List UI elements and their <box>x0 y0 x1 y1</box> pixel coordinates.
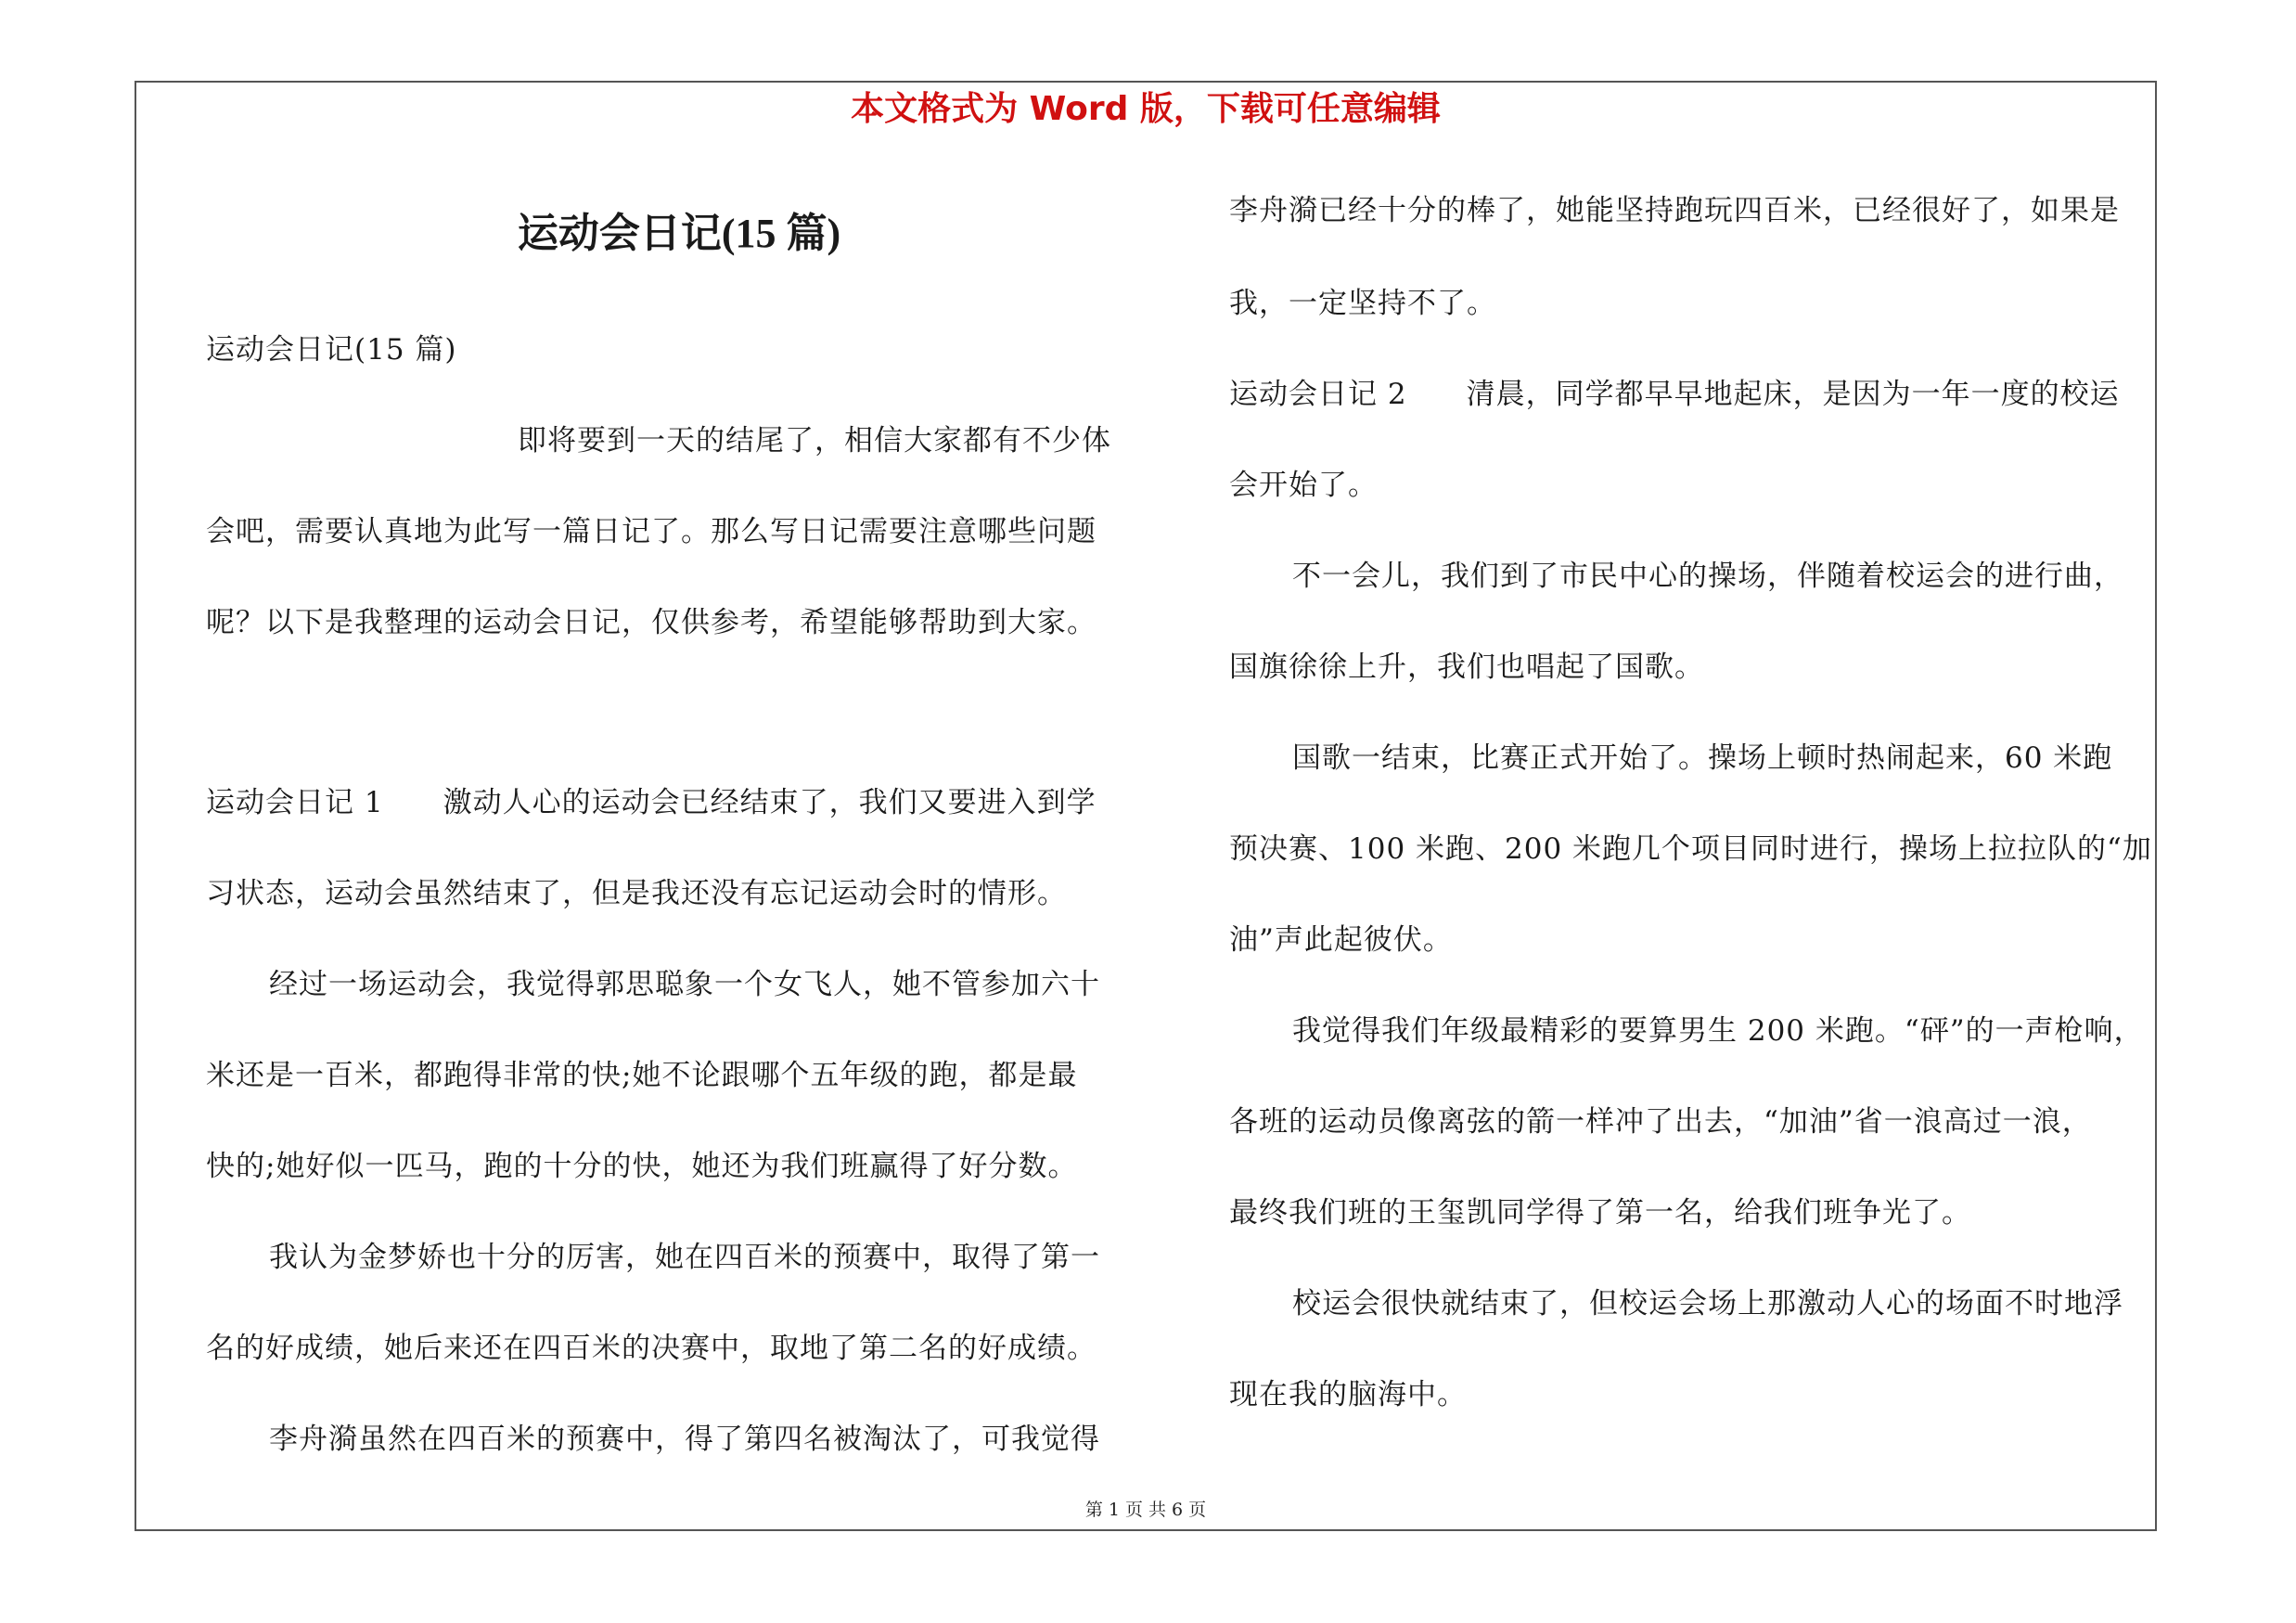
left-line-6: 经过一场运动会，我觉得郭思聪象一个女飞人，她不管参加六十 <box>269 968 1100 1001</box>
right-line-3: 会开始了。 <box>1229 469 1378 502</box>
left-line-9: 我认为金梦娇也十分的厉害，她在四百米的预赛中，取得了第一 <box>269 1241 1100 1274</box>
left-line-1: 即将要到一天的结尾了，相信大家都有不少体 <box>518 424 1111 457</box>
document-title: 运动会日记(15 篇) <box>517 211 841 256</box>
left-line-10: 名的好成绩，她后来还在四百米的决赛中，取地了第二名的好成绩。 <box>206 1332 1097 1365</box>
format-banner: 本文格式为 Word 版，下载可任意编辑 <box>851 90 1441 128</box>
page-number: 第 1 页 共 6 页 <box>1084 1500 1207 1520</box>
right-line-0: 李舟漪已经十分的棒了，她能坚持跑玩四百米，已经很好了，如果是 <box>1229 194 2120 227</box>
right-line-7: 预决赛、100 米跑、200 米跑几个项目同时进行，操场上拉拉队的“加 <box>1229 832 2152 866</box>
right-line-1: 我，一定坚持不了。 <box>1229 287 1496 320</box>
right-line-9: 我觉得我们年级最精彩的要算男生 200 米跑。“砰”的一声枪响， <box>1292 1014 2144 1048</box>
right-line-5: 国旗徐徐上升，我们也唱起了国歌。 <box>1229 650 1704 684</box>
right-line-13: 现在我的脑海中。 <box>1229 1378 1467 1411</box>
left-line-7: 米还是一百米，都跑得非常的快;她不论跟哪个五年级的跑，都是最 <box>206 1059 1078 1092</box>
left-line-4: 运动会日记 1 激动人心的运动会已经结束了，我们又要进入到学 <box>206 786 1097 819</box>
right-line-2: 运动会日记 2 清晨，同学都早早地起床，是因为一年一度的校运 <box>1229 378 2120 411</box>
right-line-11: 最终我们班的王玺凯同学得了第一名，给我们班争光了。 <box>1229 1196 1971 1230</box>
left-line-3: 呢？以下是我整理的运动会日记，仅供参考，希望能够帮助到大家。 <box>206 606 1097 639</box>
left-line-8: 快的;她好似一匹马，跑的十分的快，她还为我们班赢得了好分数。 <box>206 1150 1078 1183</box>
left-line-5: 习状态，运动会虽然结束了，但是我还没有忘记运动会时的情形。 <box>206 877 1067 910</box>
left-line-11: 李舟漪虽然在四百米的预赛中，得了第四名被淘汰了，可我觉得 <box>269 1423 1100 1456</box>
right-line-10: 各班的运动员像离弦的箭一样冲了出去，“加油”省一浪高过一浪， <box>1229 1105 2092 1139</box>
left-line-0: 运动会日记(15 篇) <box>206 333 457 367</box>
right-line-8: 油”声此起彼伏。 <box>1229 923 1453 957</box>
right-line-12: 校运会很快就结束了，但校运会场上那激动人心的场面不时地浮 <box>1292 1287 2123 1320</box>
left-line-2: 会吧，需要认真地为此写一篇日记了。那么写日记需要注意哪些问题 <box>206 515 1097 548</box>
right-line-4: 不一会儿，我们到了市民中心的操场，伴随着校运会的进行曲， <box>1292 560 2123 593</box>
right-line-6: 国歌一结束，比赛正式开始了。操场上顿时热闹起来，60 米跑 <box>1292 741 2113 775</box>
